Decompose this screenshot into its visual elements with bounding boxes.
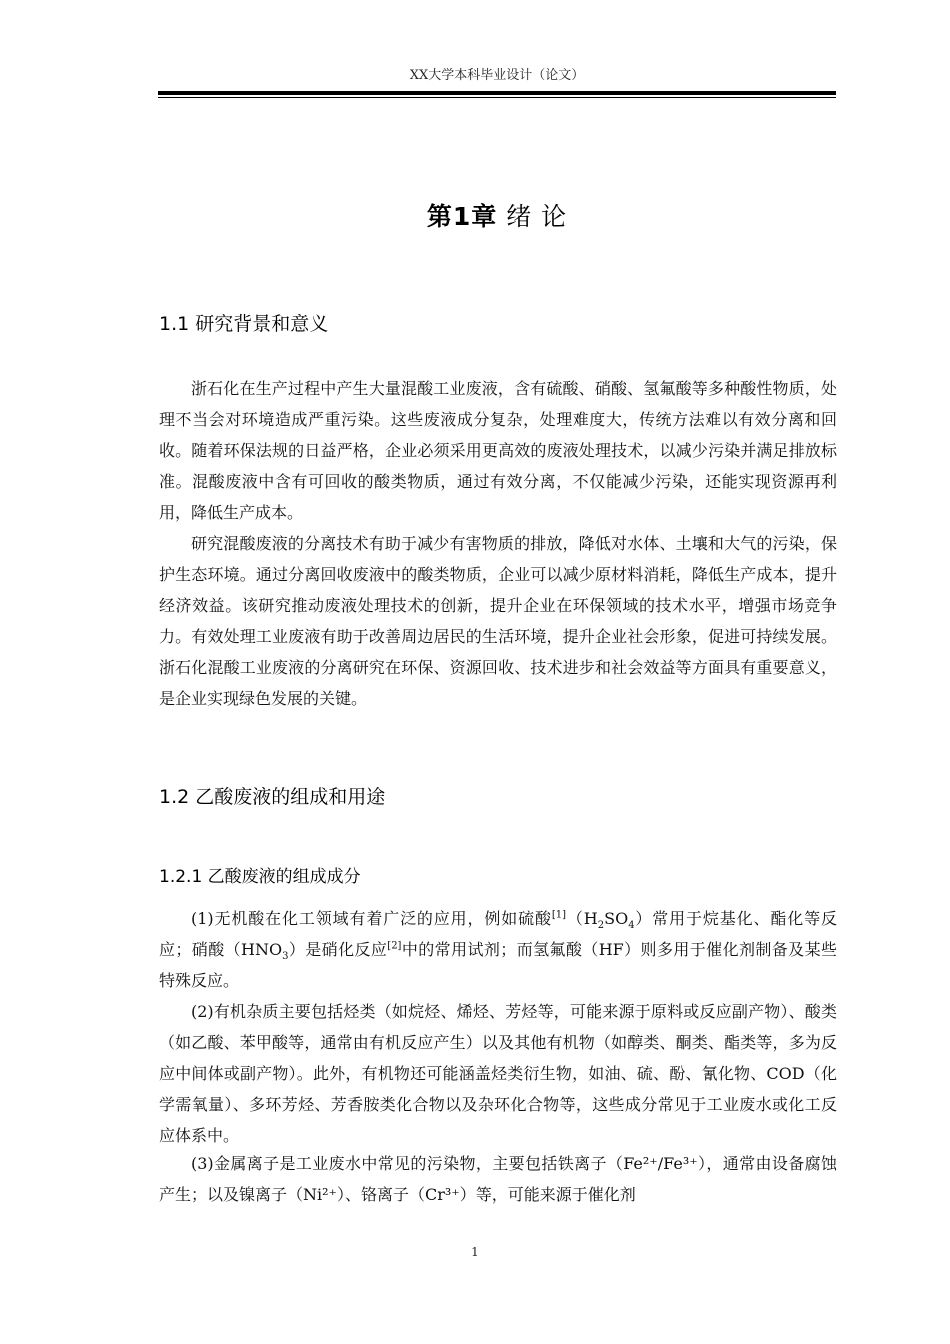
citation-ref-1: [1] [551, 909, 567, 921]
header-rule-thick [158, 91, 836, 95]
section-heading-1-1: 1.1 研究背景和意义 [159, 313, 329, 335]
text-run: ）是硝化反应 [288, 940, 388, 959]
section-heading-1-2-1: 1.2.1 乙酸废液的组成成分 [159, 867, 361, 887]
subscript: 2 [597, 920, 605, 932]
chapter-number: 第1章 [426, 202, 498, 231]
text-run: (1)无机酸在化工领域有着广泛的应用，例如硫酸 [191, 909, 552, 928]
subscript: 4 [628, 920, 635, 932]
paragraph-organic-impurities: (2)有机杂质主要包括烃类（如烷烃、烯烃、芳烃等，可能来源于原料或反应副产物）、酸类（如乙酸、苯甲酸等，通常由有机反应产生）以及其他有机物（如醇类、酮类、酯类等，多为反应中间体或副产物）。此外，有机物还可能涵盖烃类衍生物，如油、硫、酚、氰化物、COD（化学需氧量）、多环芳烃、芳香胺类化合物以及杂环化合物等，这些成分常见于工业废水或化工反应体系中。 [159, 1002, 837, 1145]
text-run: （H [566, 909, 598, 928]
header-rule-thin [158, 97, 836, 98]
chapter-name: 绪 论 [506, 202, 568, 231]
paragraph-background: 浙石化在生产过程中产生大量混酸工业废液，含有硫酸、硝酸、氢氟酸等多种酸性物质，处理不当会对环境造成严重污染。这些废液成分复杂，处理难度大，传统方法难以有效分离和回收。随着环保法规的日益严格，企业必须采用更高效的废液处理技术，以减少污染并满足排放标准。混酸废液中含有可回收的酸类物质，通过有效分离，不仅能减少污染，还能实现资源再利用，降低生产成本。 [159, 379, 837, 522]
running-header: XX大学本科毕业设计（论文） [409, 68, 585, 83]
section-heading-1-2: 1.2 乙酸废液的组成和用途 [159, 786, 386, 808]
subscript: 3 [282, 951, 289, 963]
citation-ref-2: [2] [387, 940, 402, 952]
paragraph-metal-ions: (3)金属离子是工业废水中常见的污染物，主要包括铁离子（Fe²⁺/Fe³⁺），通常由设备腐蚀产生；以及镍离子（Ni²⁺）、铬离子（Cr³⁺）等，可能来源于催化剂 [159, 1154, 837, 1204]
text-run: 中的常用试剂；而氢氟酸（HF）则多用于催化剂制备及某些特殊反应。 [159, 940, 837, 990]
paragraph-inorganic-acids [159, 903, 837, 996]
text-run: SO [604, 909, 629, 928]
text-run: ）常用于烷基化、酯化等反应；硝酸（HNO [159, 909, 837, 959]
paragraph-significance: 研究混酸废液的分离技术有助于减少有害物质的排放，降低对水体、土壤和大气的污染，保护生态环境。通过分离回收废液中的酸类物质，企业可以减少原材料消耗，降低生产成本，提升经济效益。该研究推动废液处理技术的创新，提升企业在环保领域的技术水平，增强市场竞争力。有效处理工业废液有助于改善周边居民的生活环境，提升企业社会形象，促进可持续发展。浙石化混酸工业废液的分离研究在环保、资源回收、技术进步和社会效益等方面具有重要意义，是企业实现绿色发展的关键。 [159, 534, 837, 708]
chapter-title [158, 197, 836, 233]
page-number: 1 [471, 1245, 479, 1259]
